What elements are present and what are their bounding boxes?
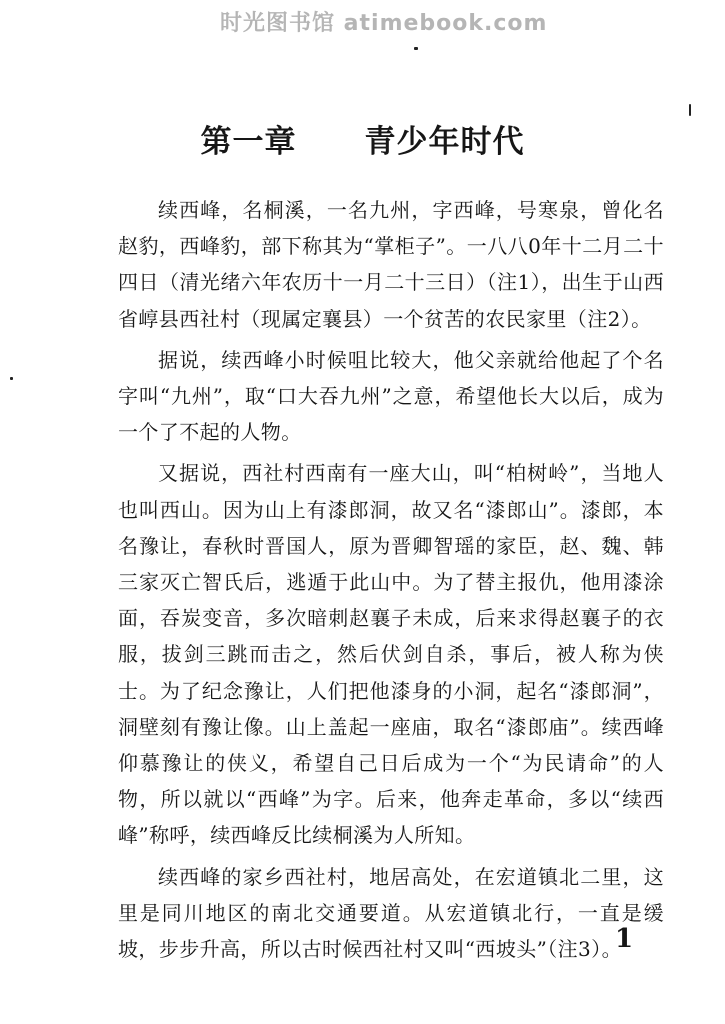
paragraph-4: 续西峰的家乡西社村，地居高处，在宏道镇北二里，这里是同川地区的南北交通要道。从宏道镇北行，一直是缓坡，步步升高，所以古时候西社村又叫“西坡头”（注3）。 (118, 864, 664, 962)
chapter-number: 第一章 (200, 124, 297, 160)
scan-speck (689, 104, 691, 116)
chapter-body (118, 192, 664, 972)
scan-speck (10, 377, 13, 380)
site-watermark: 时光图书馆 atimebook.com (220, 11, 548, 36)
chapter-heading (0, 116, 725, 161)
paragraph-3: 又据说，西社村西南有一座大山，叫“柏树岭”，当地人也叫西山。因为山上有漆郎洞，故又名“漆郎山”。漆郎，本名豫让，春秋时晋国人，原为晋卿智瑶的家臣，赵、魏、韩三家灭亡智氏后，逃遁于此山中。为了替主报仇，他用漆涂面，吞炭变音，多次暗刺赵襄子未成，后来求得赵襄子的衣服，拔剑三跳而击之，然后伏剑自杀，事后，被人称为侠士。为了纪念豫让，人们把他漆身的小洞，起名“漆郎洞”，洞壁刻有豫让像。山上盖起一座庙，取名“漆郎庙”。续西峰仰慕豫让的侠义，希望自己日后成为一个“为民请命”的人物，所以就以“西峰”为字。后来，他奔走革命，多以“续西峰”称呼，续西峰反比续桐溪为人所知。 (118, 461, 664, 848)
scan-speck (414, 47, 418, 50)
paragraph-2: 据说，续西峰小时候咀比较大，他父亲就给他起了个名字叫“九州”，取“口大吞九州”之意，希望他长大以后，成为一个了不起的人物。 (118, 347, 664, 445)
chapter-title: 青少年时代 (364, 124, 525, 160)
paragraph-1: 续西峰，名桐溪，一名九州，字西峰，号寒泉，曾化名赵豹，西峰豹，部下称其为“掌柜子”。一八八0年十二月二十四日（清光绪六年农历十一月二十三日）（注1），出生于山西省崞县西社村（现属定襄县）一个贫苦的农民家里（注2）。 (118, 198, 664, 331)
page-number: 1 (615, 924, 634, 954)
